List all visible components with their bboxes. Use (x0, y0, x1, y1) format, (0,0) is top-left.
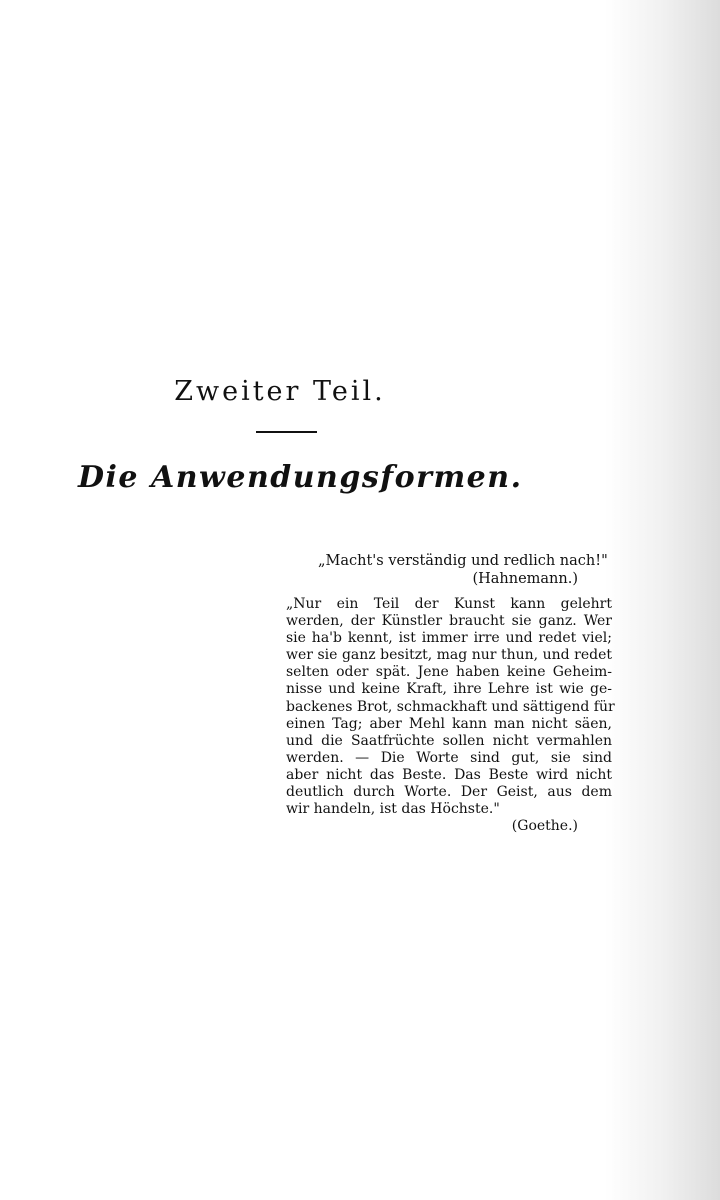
epigraph-hahnemann (318, 552, 618, 588)
epigraph-line: „Nur ein Teil der Kunst kann gelehrt (286, 596, 612, 612)
epigraph-line: werden, der Künstler braucht sie ganz. Wer (286, 613, 612, 630)
epigraph-text: „Macht's verständig und redlich nach!" (318, 553, 608, 569)
section-title: Die Anwendungsformen. (78, 460, 523, 495)
epigraph-line: backenes Brot, schmackhaft und sättigend für (286, 698, 615, 715)
epigraph-line: sie ha'b kennt, ist immer irre und redet viel; (286, 630, 612, 647)
epigraph-line: nisse und keine Kraft, ihre Lehre ist wie ge- (286, 681, 612, 698)
part-title: Zweiter Teil. (174, 376, 386, 407)
epigraph-goethe (286, 596, 615, 835)
epigraph-author: (Goethe.) (511, 818, 578, 835)
epigraph-line: wir handeln, ist das Höchste." (286, 801, 500, 818)
epigraph-line: selten oder spät. Jene haben keine Geheim- (286, 664, 612, 681)
epigraph-author: (Hahnemann.) (472, 571, 578, 587)
epigraph-line: einen Tag; aber Mehl kann man nicht säen, (286, 715, 612, 732)
epigraph-line: und die Saatfrüchte sollen nicht vermahlen (286, 732, 612, 749)
title-divider (256, 431, 317, 433)
epigraph-line: deutlich durch Worte. Der Geist, aus dem (286, 784, 612, 801)
epigraph-line: wer sie ganz besitzt, mag nur thun, und redet (286, 647, 612, 664)
epigraph-line: werden. — Die Worte sind gut, sie sind (286, 749, 612, 766)
epigraph-line: aber nicht das Beste. Das Beste wird nicht (286, 766, 612, 783)
